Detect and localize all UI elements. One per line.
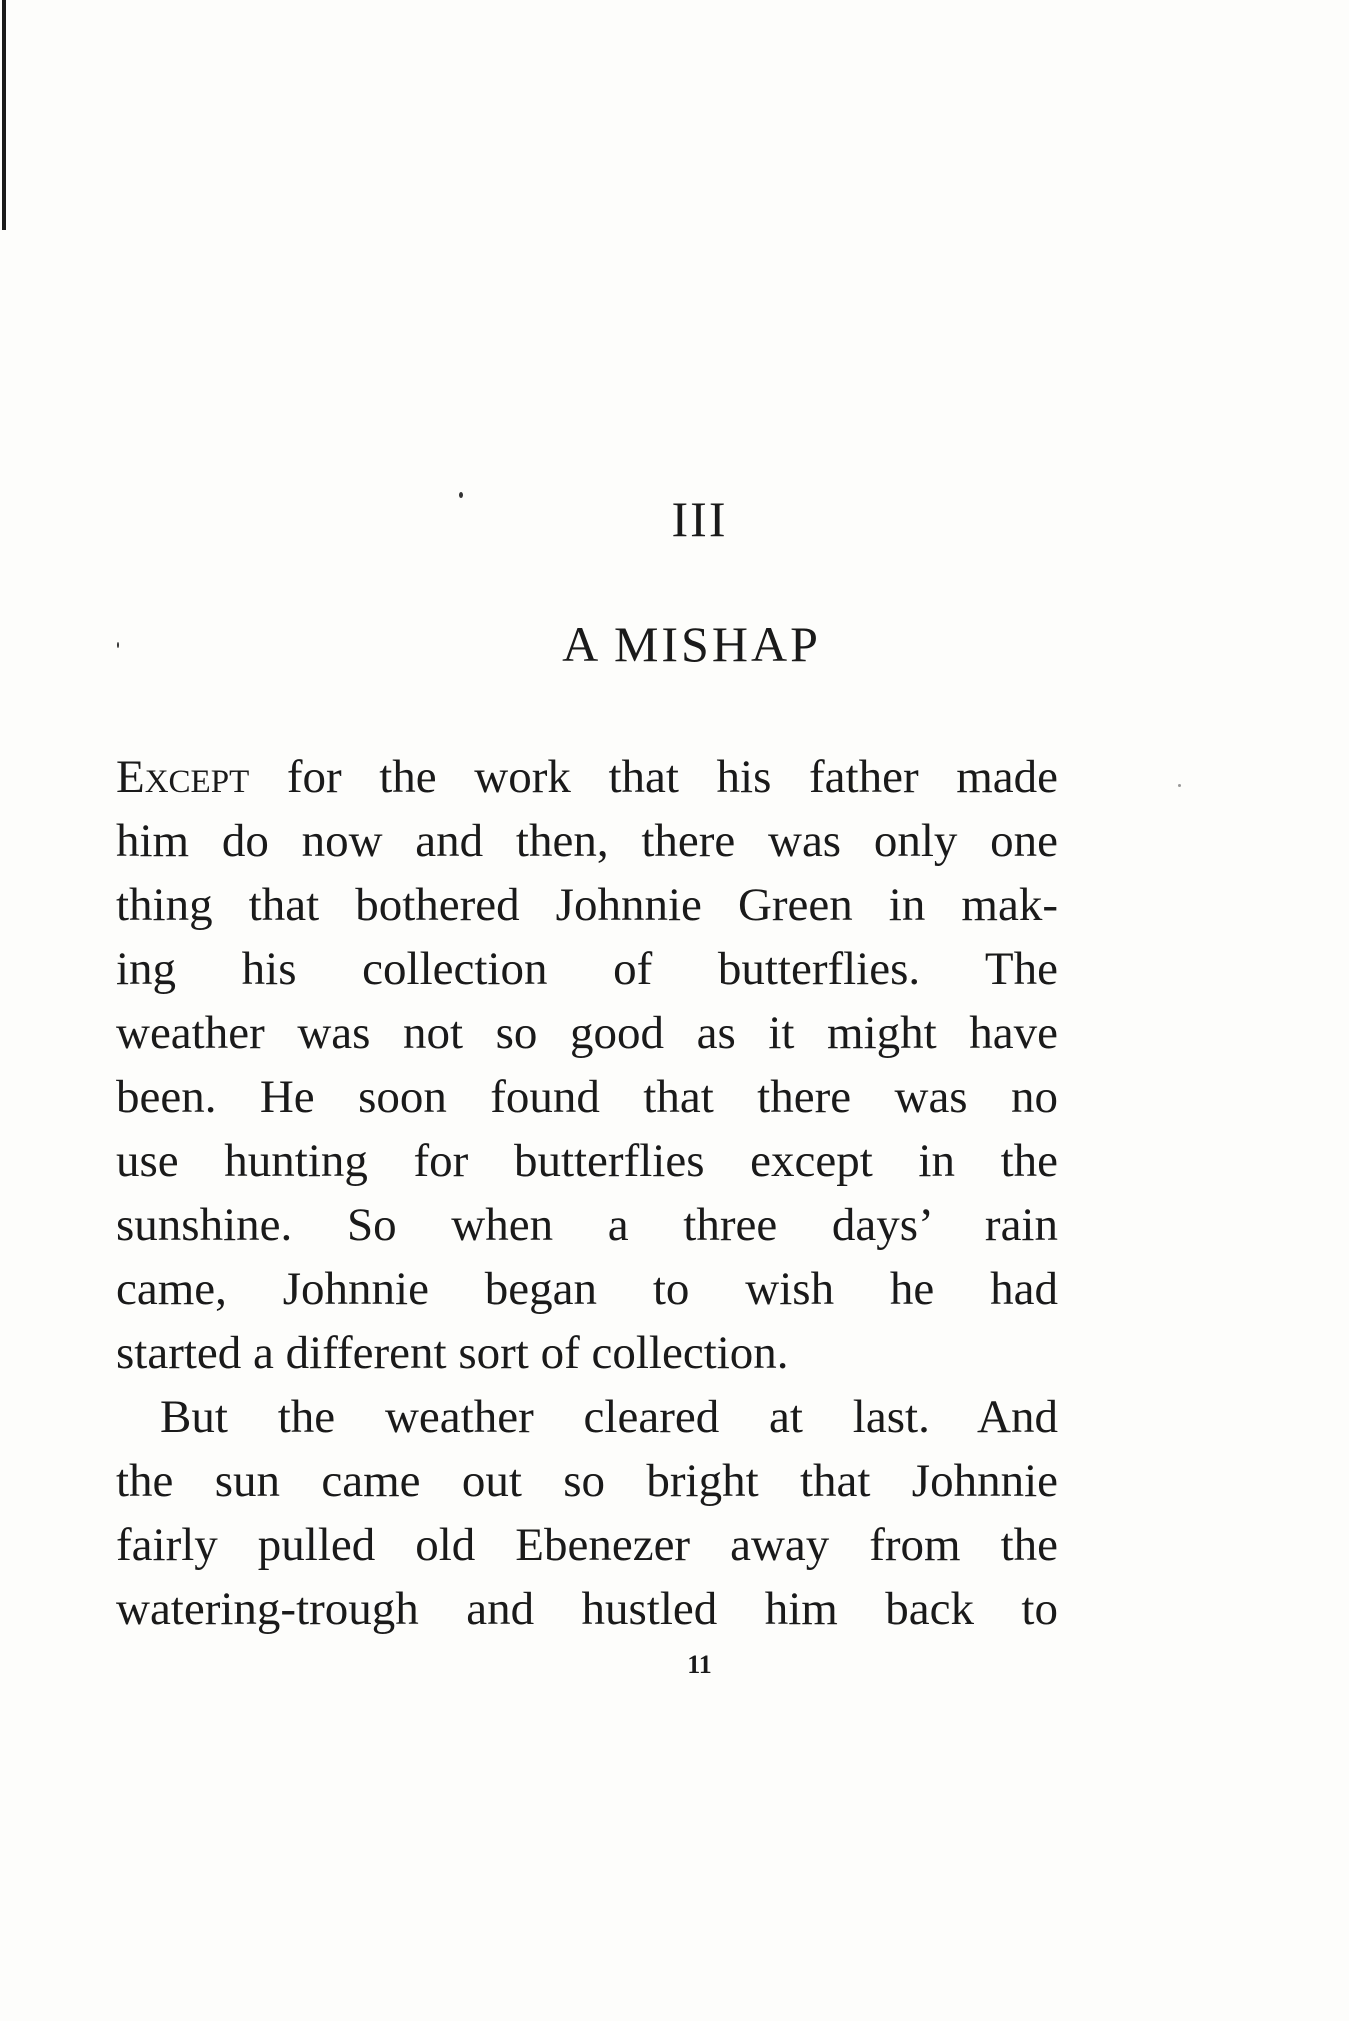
paragraph-2 (116, 1385, 1058, 1641)
page-number: 11 (687, 1650, 712, 1679)
text-line: started a different sort of collection. (116, 1327, 789, 1379)
text-line: came, Johnnie began to wish he had (116, 1263, 1058, 1315)
text-line: fairly pulled old Ebenezer away from the (116, 1519, 1058, 1571)
text-line: the sun came out so bright that Johnnie (116, 1455, 1058, 1507)
text-line: him do now and then, there was only one (116, 815, 1058, 867)
chapter-number: III (671, 491, 728, 547)
ink-speck (1178, 784, 1181, 787)
text-line (116, 745, 1058, 809)
text-line: But the weather cleared at last. And (160, 1391, 1058, 1443)
chapter-title: A MISHAP (562, 616, 821, 672)
text-line: sunshine. So when a three days’ rain (116, 1199, 1058, 1251)
text-line: ing his collection of butterflies. The (116, 943, 1058, 995)
text-line: thing that bothered Johnnie Green in mak- (116, 879, 1058, 931)
text-line: weather was not so good as it might have (116, 1007, 1058, 1059)
line-rest: for the work that his father made (249, 751, 1058, 803)
body-text (116, 745, 1058, 1641)
paragraph-1 (116, 745, 1058, 1385)
text-line: been. He soon found that there was no (116, 1071, 1058, 1123)
text-line: watering-trough and hustled him back to (116, 1583, 1058, 1635)
text-line: use hunting for butterflies except in the (116, 1135, 1058, 1187)
drop-smallcaps-word: Except (116, 751, 250, 803)
scan-margin-rule (2, 0, 6, 230)
